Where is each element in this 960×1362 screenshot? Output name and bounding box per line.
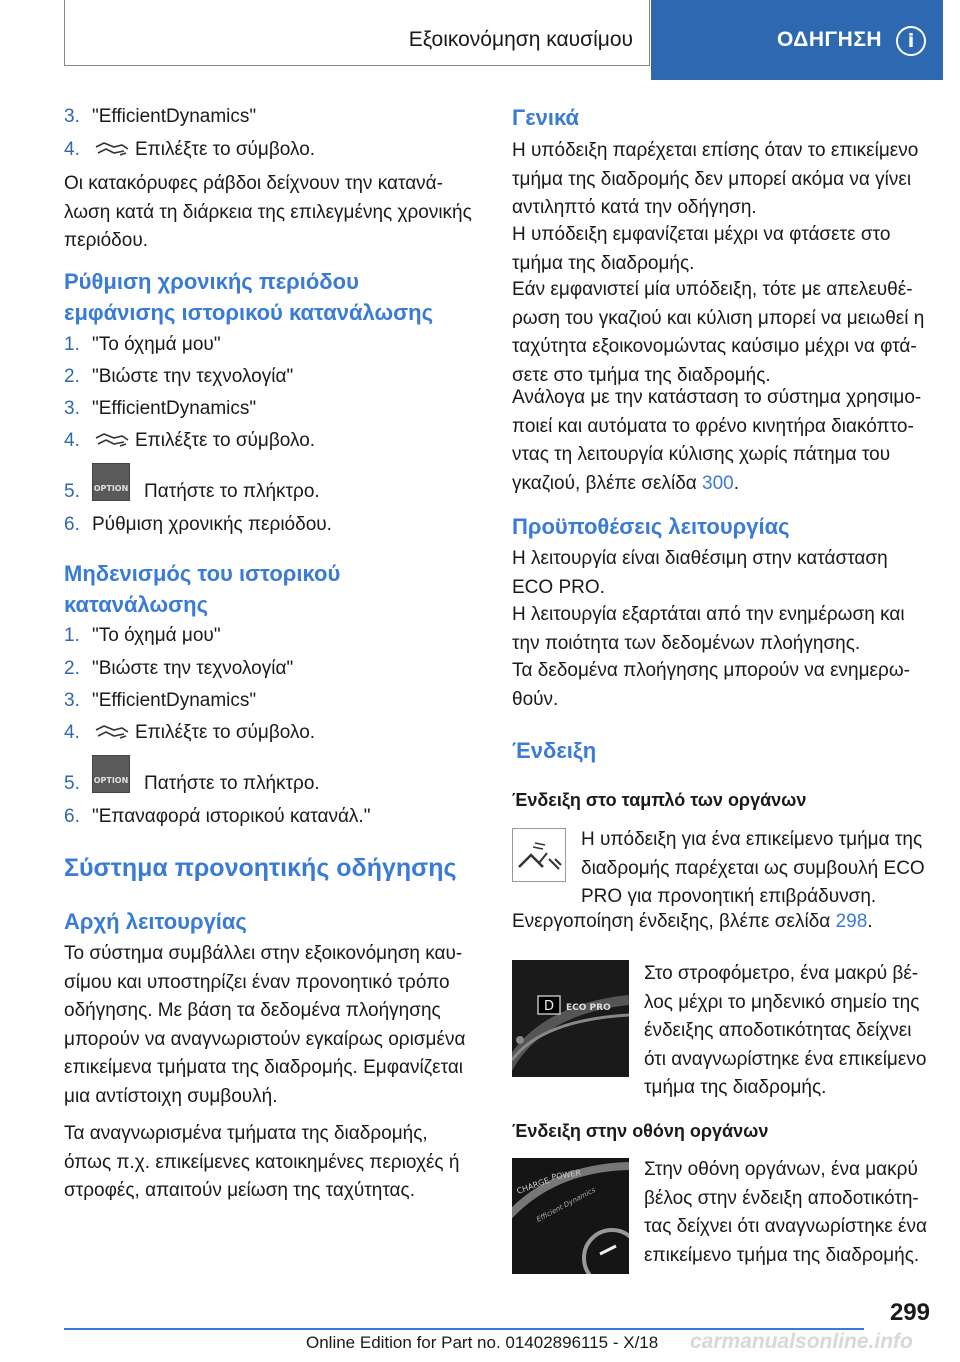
list-text: Επιλέξτε το σύμβολο. <box>135 139 316 160</box>
header-section-box <box>64 0 650 66</box>
list-text: "Βιώστε την τεχνολογία" <box>92 366 294 387</box>
paragraph: Τα δεδομένα πλοήγησης μπορούν να ενημερω- θούν. <box>512 660 910 710</box>
list-text: Πατήστε το πλήκτρο. <box>144 773 320 794</box>
list-number: 4. <box>64 430 80 451</box>
paragraph: Η λειτουργία είναι διαθέσιμη στην κατάσταση ECO PRO. <box>512 548 888 598</box>
page-link[interactable]: 298 <box>835 911 868 932</box>
list-number: 1. <box>64 334 80 355</box>
header-chapter-label: ΟΔΗΓΗΣΗ <box>777 28 883 51</box>
section-heading: Ρύθμιση χρονικής περιόδου εμφάνισης ιστορικού κατανάλωσης <box>64 269 434 325</box>
footer-edition: Online Edition for Part no. 01402896115 - X/18 <box>306 1333 659 1352</box>
paragraph: Η υπόδειξη για ένα επικείμενο τμήμα της διαδρομής παρέχεται ως συμβουλή ECO PRO για προνοητική επιβράδυνση. <box>581 829 925 907</box>
list-text: Επιλέξτε το σύμβολο. <box>135 722 316 743</box>
list-number: 5. <box>64 773 80 794</box>
list-text: "Επαναφορά ιστορικού κατανάλ." <box>92 806 371 827</box>
paragraph: Στην οθόνη οργάνων, ένα μακρύ βέλος στην ένδειξη αποδοτικότη- τας δείχνει ότι αναγνωρίστηκε ένα επικείμενο τμήμα της διαδρομής. <box>644 1159 928 1266</box>
header-chapter-tab[interactable] <box>651 0 943 80</box>
section-heading: Αρχή λειτουργίας <box>64 909 247 934</box>
list-number: 3. <box>64 106 80 127</box>
svg-text:POWER: POWER <box>550 1167 582 1182</box>
list-number: 3. <box>64 398 80 419</box>
svg-text:ECO PRO: ECO PRO <box>566 1003 611 1013</box>
page-link[interactable]: 300 <box>702 472 734 494</box>
header-section-title: Εξοικονόμηση καυσίμου <box>408 28 633 51</box>
chapter-heading: Σύστημα προνοητικής οδήγησης <box>64 854 457 882</box>
page-number: 299 <box>889 1299 930 1326</box>
paragraph: Η υπόδειξη παρέχεται επίσης όταν το επικείμενο τμήμα της διαδρομής δεν μπορεί ακόμα να γίνει αντιληπτό κατά την οδήγηση. <box>512 140 919 218</box>
paragraph: Ανάλογα με την κατάσταση το σύστημα χρησιμο- ποιεί και αυτόματα το φρένο κινητήρα διακόπτο- ντας τη λειτουργία κύλισης χωρίς πάτημα του γκαζιού, βλέπε σελίδα 300. <box>512 387 922 494</box>
list-number: 4. <box>64 722 80 743</box>
list-text: "EfficientDynamics" <box>92 690 257 711</box>
svg-text:Efficient Dynamics: Efficient Dynamics <box>535 1185 597 1224</box>
tachometer-photo <box>512 960 629 1077</box>
list-text: "Το όχημά μου" <box>92 334 221 355</box>
list-number: 3. <box>64 690 80 711</box>
subsection-heading: Ένδειξη στην οθόνη οργάνων <box>512 1121 769 1141</box>
svg-text:D: D <box>543 999 555 1014</box>
option-button-icon: OPTION <box>92 463 130 501</box>
paragraph: Εάν εμφανιστεί μία υπόδειξη, τότε με απελευθέ- ρωση του γκαζιού και κύλιση μπορεί να μειωθεί η ταχύτητα εξοικονομώντας καύσιμο μέχρι να φτά- σετε στο τμήμα της διαδρομής. <box>512 279 925 386</box>
list-text: "EfficientDynamics" <box>92 398 257 419</box>
svg-text:CHARGE: CHARGE <box>515 1175 551 1196</box>
route-symbol-icon <box>94 430 130 450</box>
list-text: Επιλέξτε το σύμβολο. <box>135 430 316 451</box>
list-number: 4. <box>64 139 80 160</box>
list-number: 6. <box>64 806 80 827</box>
info-icon[interactable]: i <box>896 26 926 56</box>
eco-pro-deceleration-icon <box>512 828 566 882</box>
list-text: Ρύθμιση χρονικής περιόδου. <box>92 514 332 535</box>
paragraph: Η λειτουργία εξαρτάται από την ενημέρωση και την ποιότητα των δεδομένων πλοήγησης. <box>512 604 905 654</box>
paragraph: Το σύστημα συμβάλλει στην εξοικονόμηση καυ- σίμου και υποστηρίζει έναν προνοητικό τρόπο οδήγησης. Με βάση τα δεδομένα πλοήγησης μπορούν να αναγνωριστούν εγκαίρως ορισμένα επικείμενα τμήματα της διαδρομής. Εμφανίζεται μια αντίστοιχη συμβουλή. <box>64 943 466 1107</box>
list-text: "Το όχημά μου" <box>92 625 221 646</box>
subsection-heading: Ένδειξη στο ταμπλό των οργάνων <box>512 790 807 810</box>
list-number: 2. <box>64 366 80 387</box>
list-number: 5. <box>64 481 80 502</box>
list-number: 6. <box>64 514 80 535</box>
paragraph: Οι κατακόρυφες ράβδοι δείχνουν την κατανά- λωση κατά τη διάρκεια της επιλεγμένης χρονικής περιόδου. <box>64 173 472 251</box>
list-text: Πατήστε το πλήκτρο. <box>144 481 320 502</box>
paragraph: Η υπόδειξη εμφανίζεται μέχρι να φτάσετε στο τμήμα της διαδρομής. <box>512 224 891 274</box>
route-symbol-icon <box>94 722 130 742</box>
section-heading: Μηδενισμός του ιστορικού κατανάλωσης <box>64 561 341 617</box>
section-heading: Προϋποθέσεις λειτουργίας <box>512 514 790 539</box>
list-number: 1. <box>64 625 80 646</box>
paragraph: Τα αναγνωρισμένα τμήματα της διαδρομής, όπως π.χ. επικείμενες κατοικημένες περιοχές ή στροφές, απαιτούν μείωση της ταχύτητας. <box>64 1123 460 1201</box>
watermark: carmanualsonline.info <box>690 1330 913 1353</box>
paragraph: Ενεργοποίηση ένδειξης, βλέπε σελίδα 298. <box>512 911 873 932</box>
list-text: "Βιώστε την τεχνολογία" <box>92 658 294 679</box>
route-symbol-icon <box>94 139 130 159</box>
instrument-display-photo <box>512 1158 629 1274</box>
section-heading: Ένδειξη <box>512 738 597 763</box>
paragraph: Στο στροφόμετρο, ένα μακρύ βέ- λος μέχρι το μηδενικό σημείο της ένδειξης αποδοτικότητας δείχνει ότι αναγνωρίστηκε ένα επικείμενο τμήμα της διαδρομής. <box>644 963 927 1098</box>
list-number: 2. <box>64 658 80 679</box>
option-button-icon: OPTION <box>92 755 130 793</box>
list-text: "EfficientDynamics" <box>92 106 257 127</box>
section-heading: Γενικά <box>512 105 580 130</box>
